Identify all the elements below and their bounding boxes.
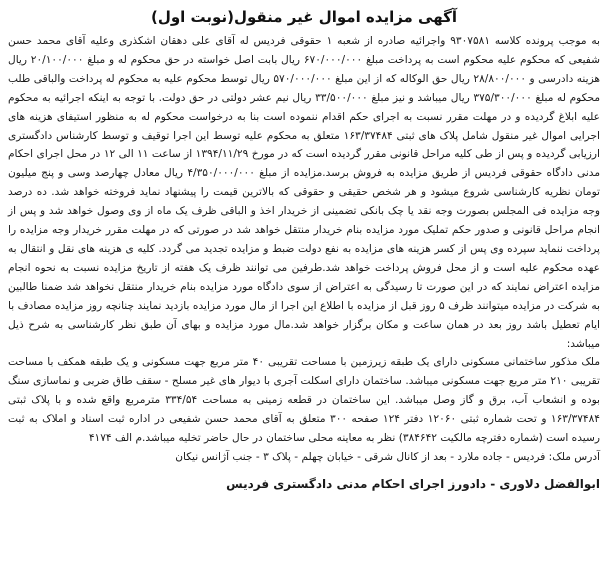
notice-paragraph-main: به موجب پرونده کلاسه ۹۳۰۷۵۸۱ واجرائیه صادره از شعبه ۱ حقوقی فردیس له آقای علی دهقان اشکذری وعلیه آقای محمد حسن شفیعی که محکوم علیه محکوم است به پرداخت مبلغ ۶۷۰/۰۰۰/۰۰۰ ریال بابت اصل خواسته در حق محکوم له و مبلغ ۲۰/۱۰۰/۰۰۰ ریال هزینه دادرسی و ۲۸/۸۰۰/۰۰۰ ریال حق الوکاله که از این مبلغ ۵۷۰/۰۰۰/۰۰۰ ریال توسط محکوم علیه به محکوم له پرداخت والباقی طلب محکوم له مبلغ ۳۷۵/۳۰۰/۰۰۰ ریال میباشد و نیز مبلغ ۳۳/۵۰۰/۰۰۰ ریال نیم عشر دولتی در حق دولت. با توجه به اینکه اجرائیه به محکوم علیه ابلاغ گردیده و در مهلت مقرر نسبت به اجرای حکم اقدام ننموده است بنا به درخواست محکوم له به منظور استیفای هزینه های اجرایی اموال غیر منقول شامل پلاک های ثبتی ۱۶۳/۳۷۴۸۴ متعلق به محکوم علیه توسط این اجرا توقیف و توسط کارشناس دادگستری ارزیابی گردیده و پس از طی کلیه مراحل قانونی مقرر گردیده است که در مورخ ۱۳۹۴/۱۱/۲۹ از ساعت ۱۱ الی ۱۲ در محل اجرای احکام مدنی دادگاه حقوقی فردیس از طریق مزایده به فروش برسد.مزایده از مبلغ ۴/۳۵۰/۰۰۰/۰۰۰ ریال معادل چهارصد وسی و پنج میلیون تومان نظریه کارشناسی شروع میشود و هر شخص حقیقی و حقوقی که بالاترین قیمت را پیشنهاد نماید فروخته خواهد شد. ده درصد وجه مزایده فی المجلس بصورت وجه نقد یا چک بانکی تضمینی از خریدار اخذ و الباقی ظرف یک ماه از وی وصول خواهد شد و پس از انجام مراحل قانونی و صدور حکم تملیک مورد مزایده بنام خریدار منتقل خواهد شد در صورتی که در مهلت مقرر خریدار وجه مزایده را پرداخت ننماید سپرده وی پس از کسر هزینه های مزایده به نفع دولت ضبط و مزایده تجدید می گردد. کلیه ی هزینه های نقل و انتقال به عهده محکوم علیه است و از محل فروش پرداخت خواهد شد.طرفین می توانند ظرف یک هفته از تاریخ مزایده نسبت به نحوه انجام مزایده اعتراض نمایند که در این صورت تا رسیدگی به اعتراض از سوی دادگاه مورد مزایده بنام خریدار منتقل نخواهد شد ضمنا طالبین به شرکت در مزایده میتوانند ظرف ۵ روز قبل از مزایده با اطلاع این اجرا از مال مورد مزایده بازدید نمایند چنانچه روز مزایده مصادف با ایام تعطیل باشد روز بعد در همان ساعت و مکان برگزار خواهد شد.مال مورد مزایده و بهای آن طبق نظر کارشناسی به شرح ذیل میباشد: (8, 35, 601, 350)
notice-title: آگهی مزایده اموال غیر منقول(نوبت اول) (150, 8, 458, 26)
notice-paragraph-address: آدرس ملک: فردیس - جاده ملارد - بعد از کانال شرقی - خیابان چهلم - پلاک ۳ - جنب آژانس نیکان (175, 450, 600, 463)
notice-signature: ابوالفضل دلاوری - دادورز اجرای احکام مدنی دادگستری فردیس (226, 476, 600, 491)
auction-notice (8, 6, 600, 572)
notice-paragraph-property: ملک مذکور ساختمانی مسکونی دارای یک طبقه زیرزمین با مساحت تقریبی ۴۰ متر مربع جهت مسکونی و یک طبقه همکف با مساحت تقریبی ۲۱۰ متر مربع جهت مسکونی میباشد. ساختمان دارای اسکلت آجری با دیوار های غیر مسلح - سقف طاق ضربی و نماسازی سنگ بوده و انشعاب آب، برق و گاز وصل میباشد. این ساختمان در قطعه زمینی به مساحت ۳۳۴/۵۴ مترمربع واقع شده و با پلاک ثبتی ۱۶۳/۳۷۴۸۴ و تحت شماره ثبتی ۱۲۰۶۰ دفتر ۱۲۴ صفحه ۳۰۰ متعلق به آقای محمد حسن شفیعی در اداره ثبت اسناد و املاک به ثبت رسیده است (شماره دفترچه مالکیت ۳۸۴۶۴۲) نظر به معاینه محلی ساختمان در حال حاضر تخلیه میباشد.م الف ۴۱۷۴ (8, 356, 601, 445)
